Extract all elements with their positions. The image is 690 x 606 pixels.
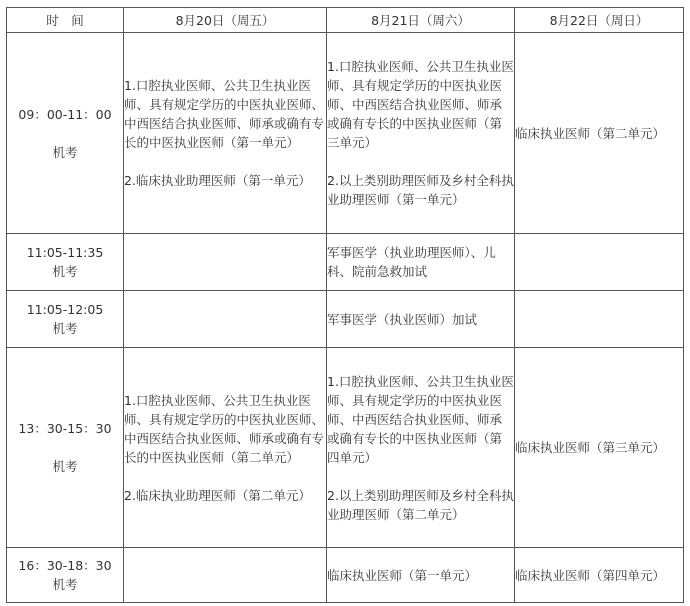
time-slot: 16：30-18：30 <box>18 558 112 573</box>
time-cell <box>7 291 124 348</box>
day-1-cell <box>124 291 327 348</box>
time-cell <box>7 548 124 603</box>
day-3-cell <box>515 291 684 348</box>
day-1-cell <box>124 348 327 548</box>
table-row <box>7 33 684 234</box>
exam-item: 2.以上类别助理医师及乡村全科执业助理医师（第一单元） <box>327 173 514 207</box>
exam-mode: 机考 <box>52 144 78 160</box>
day-2-cell <box>327 33 515 234</box>
exam-mode: 机考 <box>52 321 78 336</box>
day-3-cell <box>515 348 684 548</box>
table-row <box>7 291 684 348</box>
exam-item: 1.口腔执业医师、公共卫生执业医师、具有规定学历的中医执业医师、中西医结合执业医师、师承或确有专长的中医执业医师（第四单元） <box>327 373 514 465</box>
day-3-cell <box>515 548 684 603</box>
day-1-cell <box>124 234 327 291</box>
exam-item: 2.临床执业助理医师（第二单元） <box>124 487 311 503</box>
time-slot: 09：00-11：00 <box>18 106 112 122</box>
time-cell <box>7 348 124 548</box>
day-2-cell <box>327 291 515 348</box>
header-row <box>7 8 684 33</box>
exam-item: 1.口腔执业医师、公共卫生执业医师、具有规定学历的中医执业医师、中西医结合执业医师、师承或确有专长的中医执业医师（第三单元） <box>327 59 514 150</box>
time-slot: 11:05-11:35 <box>26 245 104 260</box>
exam-item: 2.临床执业助理医师（第一单元） <box>124 173 311 188</box>
day-2-cell <box>327 548 515 603</box>
exam-item: 2.以上类别助理医师及乡村全科执业助理医师（第二单元） <box>327 487 514 522</box>
time-slot: 11:05-12:05 <box>26 302 104 317</box>
exam-mode: 机考 <box>52 577 78 592</box>
exam-mode: 机考 <box>52 264 78 279</box>
exam-mode: 机考 <box>52 459 78 474</box>
header-day-2: 8月21日（周六） <box>327 8 515 33</box>
header-time: 时 间 <box>7 8 124 33</box>
exam-item: 临床执业医师（第四单元） <box>515 567 666 583</box>
time-cell <box>7 33 124 234</box>
exam-item: 临床执业医师（第二单元） <box>515 125 666 141</box>
time-cell <box>7 234 124 291</box>
day-3-cell <box>515 234 684 291</box>
day-2-cell <box>327 348 515 548</box>
time-slot: 13：30-15：30 <box>18 421 112 436</box>
table-row <box>7 548 684 603</box>
exam-item: 1.口腔执业医师、公共卫生执业医师、具有规定学历的中医执业医师、中西医结合执业医师、师承或确有专长的中医执业医师（第一单元） <box>124 78 325 150</box>
day-3-cell <box>515 33 684 234</box>
table-row <box>7 234 684 291</box>
exam-item: 军事医学（执业医师）加试 <box>327 311 478 327</box>
exam-item: 1.口腔执业医师、公共卫生执业医师、具有规定学历的中医执业医师、中西医结合执业医师、师承或确有专长的中医执业医师（第二单元） <box>124 392 325 465</box>
exam-item: 临床执业医师（第三单元） <box>515 440 666 455</box>
exam-item: 军事医学（执业助理医师）、儿科、院前急救加试 <box>327 245 496 279</box>
exam-schedule-table <box>6 7 684 603</box>
exam-item: 临床执业医师（第一单元） <box>327 567 478 583</box>
header-day-1: 8月20日（周五） <box>124 8 327 33</box>
table-row <box>7 348 684 548</box>
day-1-cell <box>124 33 327 234</box>
day-1-cell <box>124 548 327 603</box>
header-day-3: 8月22日（周日） <box>515 8 684 33</box>
day-2-cell <box>327 234 515 291</box>
